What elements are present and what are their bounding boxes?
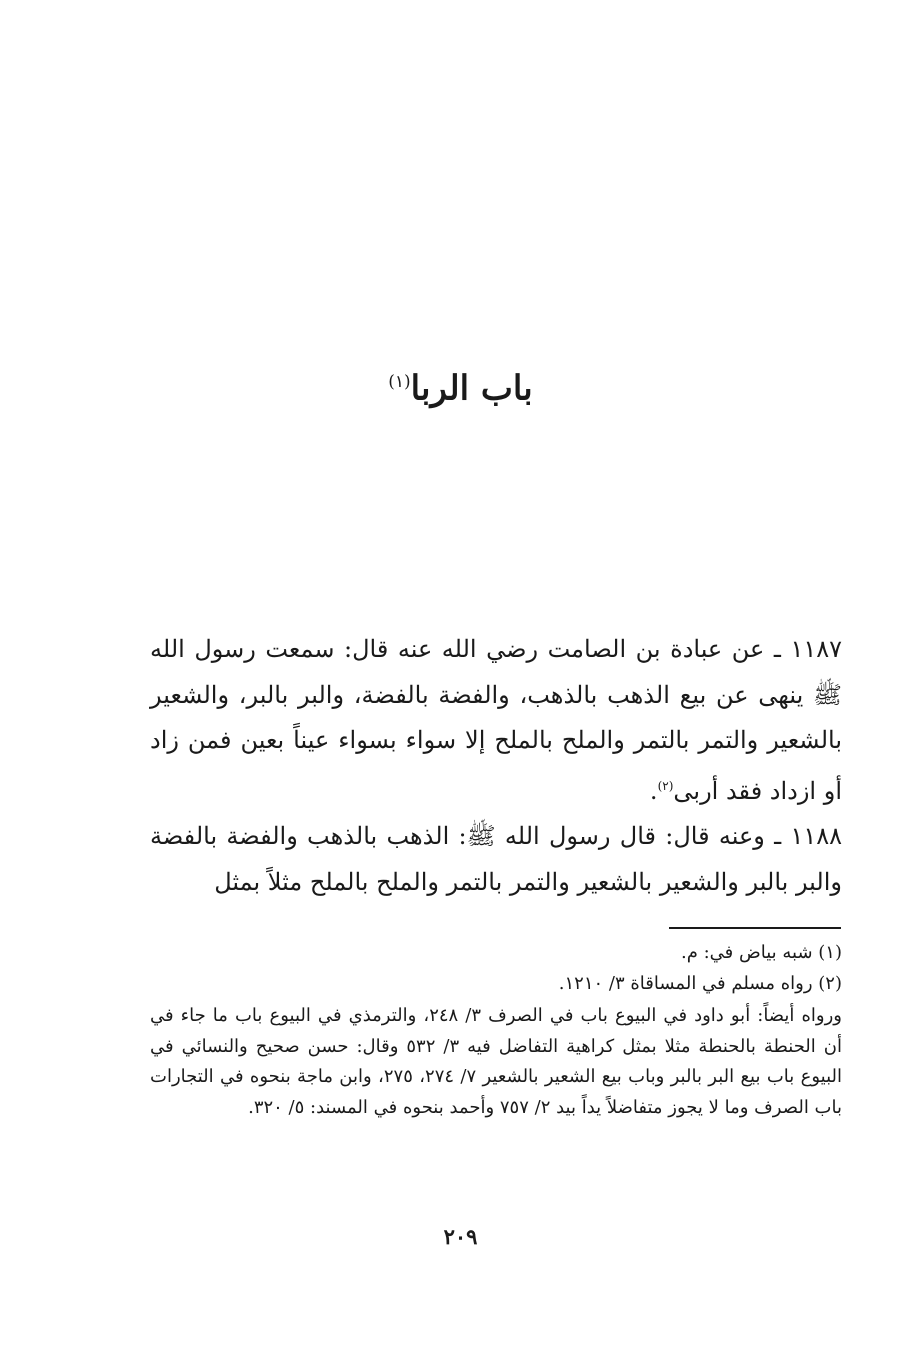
paragraph-end-punct: . xyxy=(649,776,658,805)
footnote-1: (١) شبه بياض في: م. xyxy=(680,942,842,963)
paragraph-text xyxy=(150,814,842,905)
footnotes xyxy=(150,938,842,1123)
paragraph-body: ١١٨٨ ـ وعنه قال: قال رسول الله ﷺ: الذهب بالذهب والفضة بالفضة والبر بالبر والشعير بالشعير والتمر بالتمر والملح بالملح مثلاً بمثل xyxy=(150,822,842,896)
chapter-title-text: باب الربا xyxy=(410,368,533,409)
footnote-ref-2: (٢) xyxy=(657,778,674,793)
paragraph-text xyxy=(150,627,842,814)
hadith-1188 xyxy=(150,814,842,905)
footnote-2: (٢) رواه مسلم في المساقاة ٣/ ١٢١٠. xyxy=(558,972,842,994)
hadith-1187 xyxy=(150,627,842,814)
paragraph-body: ١١٨٧ ـ عن عبادة بن الصامت رضي الله عنه قال: سمعت رسول الله ﷺ ينهى عن بيع الذهب بالذهب، والفضة بالفضة، والبر بالبر، والشعير بالشعير والتمر بالتمر والملح بالملح إلا سواء بسواء عيناً بعين فمن زاد أو ازداد فقد أربى xyxy=(150,635,842,805)
chapter-title xyxy=(0,352,921,418)
footnote-2-continued: ورواه أيضاً: أبو داود في البيوع باب في الصرف ٣/ ٢٤٨، والترمذي في البيوع باب ما جاء في أن الحنطة بالحنطة مثلا بمثل كراهية التفاضل فيه ٣/ ٥٣٢ وقال: حسن صحيح والنسائي في البيوع باب بيع البر بالبر وباب بيع الشعير بالشعير ٧/ ٢٧٤، ٢٧٥، وابن ماجة بنحوه في التجارات باب الصرف وما لا يجوز متفاضلاً يداً بيد ٢/ ٧٥٧ وأحمد بنحوه في المسند: ٥/ ٣٢٠. xyxy=(150,1005,842,1118)
footnote-ref-1: (١) xyxy=(388,372,411,392)
footnote-divider xyxy=(669,927,841,929)
page-number: ٢٠٩ xyxy=(443,1224,478,1249)
